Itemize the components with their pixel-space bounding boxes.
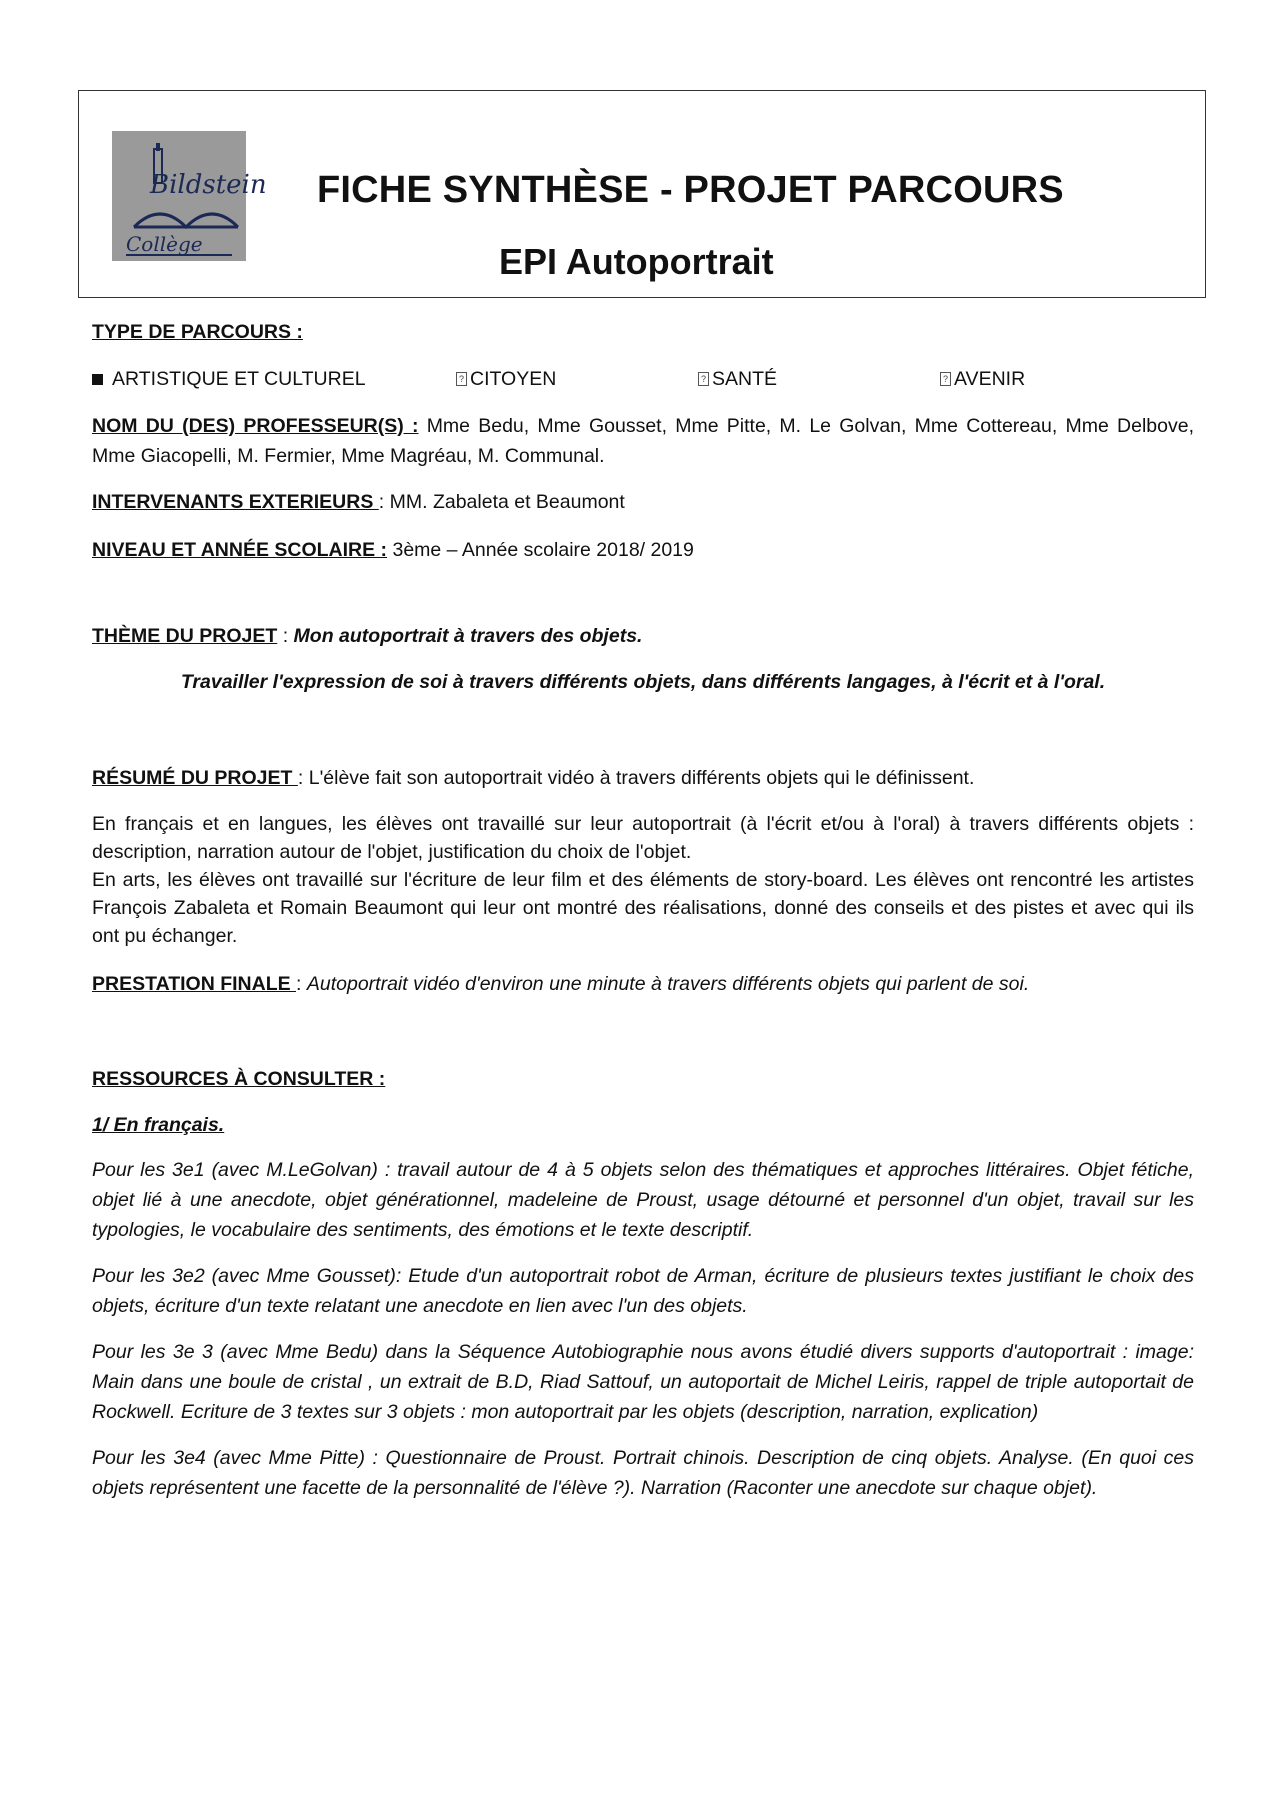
prestation-sep: : [296, 973, 307, 995]
ressources-label: RESSOURCES À CONSULTER : [92, 1068, 386, 1090]
theme-sep: : [277, 625, 294, 647]
resume-label: RÉSUMÉ DU PROJET [92, 767, 298, 789]
resume-value: L'élève fait son autoportrait vidéo à travers différents objets qui le définissent. [308, 767, 975, 789]
ressource-item-3e3: Pour les 3e 3 (avec Mme Bedu) dans la Séquence Autobiographie nous avons étudié divers supports d'autoportrait : image: Main dans une boule de cristal , un extrait de B.D, Riad Sattouf, un autoportait de Michel Leiris, rappel de triple autoportait de Rockwell. Ecriture de 3 textes sur 3 objets : mon autoportrait par les objets (description, narration, explication) [92, 1341, 1194, 1423]
option-label: AVENIR [954, 368, 1026, 390]
professeurs-field [92, 411, 1194, 471]
niveau-value: 3ème – Année scolaire 2018/ 2019 [387, 539, 694, 561]
niveau-label: NIVEAU ET ANNÉE SCOLAIRE : [92, 539, 388, 561]
theme-line2: Travailler l'expression de soi à travers différents objets, dans différents langages, à l'écrit et à l'oral. [180, 671, 1106, 693]
type-parcours-options [92, 365, 1194, 393]
option-artistique[interactable] [92, 365, 456, 393]
section-francais [92, 1111, 1194, 1139]
unchecked-box-icon: ? [698, 372, 709, 386]
unchecked-box-icon: ? [940, 372, 951, 386]
resume-para1: En français et en langues, les élèves ont travaillé sur leur autoportrait (à l'écrit et/ou à l'oral) à travers différents objets : description, narration autour de l'objet, justification du choix de l'objet. [92, 813, 1194, 863]
ressource-item-3e1: Pour les 3e1 (avec M.LeGolvan) : travail autour de 4 à 5 objets selon des thématiques et approches littéraires. Objet fétiche, objet lié à une anecdote, objet générationnel, madeleine de Proust, usage détourné et personnel d'un objet, travail sur les typologies, le vocabulaire des sentiments, des émotions et le texte descriptif. [92, 1159, 1194, 1241]
header-box [78, 90, 1206, 298]
option-label: SANTÉ [712, 368, 778, 390]
prestation-field [92, 970, 1194, 998]
section-francais-label: 1/ En français. [92, 1114, 225, 1136]
resume-sep: : [297, 767, 309, 789]
svg-text:Bildstein: Bildstein [150, 170, 267, 200]
option-label: CITOYEN [470, 368, 557, 390]
unchecked-box-icon: ? [456, 372, 467, 386]
ressource-item-3e2: Pour les 3e2 (avec Mme Gousset): Etude d'un autoportrait robot de Arman, écriture de plusieurs textes justifiant le choix des objets, écriture d'un texte relatant une anecdote en lien avec l'un des objets. [92, 1265, 1194, 1317]
niveau-field [92, 536, 1194, 564]
document-body [92, 318, 1194, 1503]
intervenants-field [92, 488, 1194, 516]
prestation-value: Autoportrait vidéo d'environ une minute à travers différents objets qui parlent de soi. [306, 973, 1030, 995]
page-subtitle: EPI Autoportrait [499, 241, 774, 282]
option-avenir[interactable] [940, 365, 1025, 393]
resume-field [92, 764, 1194, 792]
svg-text:Collège: Collège [126, 232, 203, 256]
theme-field [92, 622, 1194, 650]
option-citoyen[interactable] [456, 365, 698, 393]
checked-square-icon [92, 374, 103, 385]
type-parcours-heading [92, 318, 1194, 346]
page-title: FICHE SYNTHÈSE - PROJET PARCOURS [317, 169, 1064, 211]
professeurs-value: Mme Bedu, Mme Gousset, Mme Pitte, M. Le Golvan, Mme Cottereau, Mme Delbove, Mme Giacopelli, M. Fermier, Mme Magréau, M. Communal. [92, 415, 1194, 467]
intervenants-label: INTERVENANTS EXTERIEURS [92, 491, 379, 513]
theme-value: Mon autoportrait à travers des objets. [293, 625, 643, 647]
college-logo [112, 131, 267, 261]
resume-para2: En arts, les élèves ont travaillé sur l'écriture de leur film et des éléments de story-board. Les élèves ont rencontré les artistes François Zabaleta et Romain Beaumont qui leur ont montré des réalisations, donné des conseils et des pistes et avec qui ils ont pu échanger. [92, 869, 1194, 947]
option-sante[interactable] [698, 365, 940, 393]
prestation-label: PRESTATION FINALE [92, 973, 297, 995]
intervenants-value: : MM. Zabaleta et Beaumont [378, 491, 625, 513]
type-parcours-label: TYPE DE PARCOURS : [92, 321, 303, 343]
professeurs-label: NOM DU (DES) PROFESSEUR(S) : [92, 415, 419, 437]
college-logo-graphic [112, 131, 267, 261]
ressources-heading [92, 1065, 1194, 1093]
theme-label: THÈME DU PROJET [92, 625, 278, 647]
option-label: ARTISTIQUE ET CULTUREL [112, 368, 366, 390]
ressource-item-3e4: Pour les 3e4 (avec Mme Pitte) : Questionnaire de Proust. Portrait chinois. Description de cinq objets. Analyse. (En quoi ces objets représentent une facette de la personnalité de l'élève ?). Narration (Raconter une anecdote sur chaque objet). [92, 1447, 1194, 1499]
